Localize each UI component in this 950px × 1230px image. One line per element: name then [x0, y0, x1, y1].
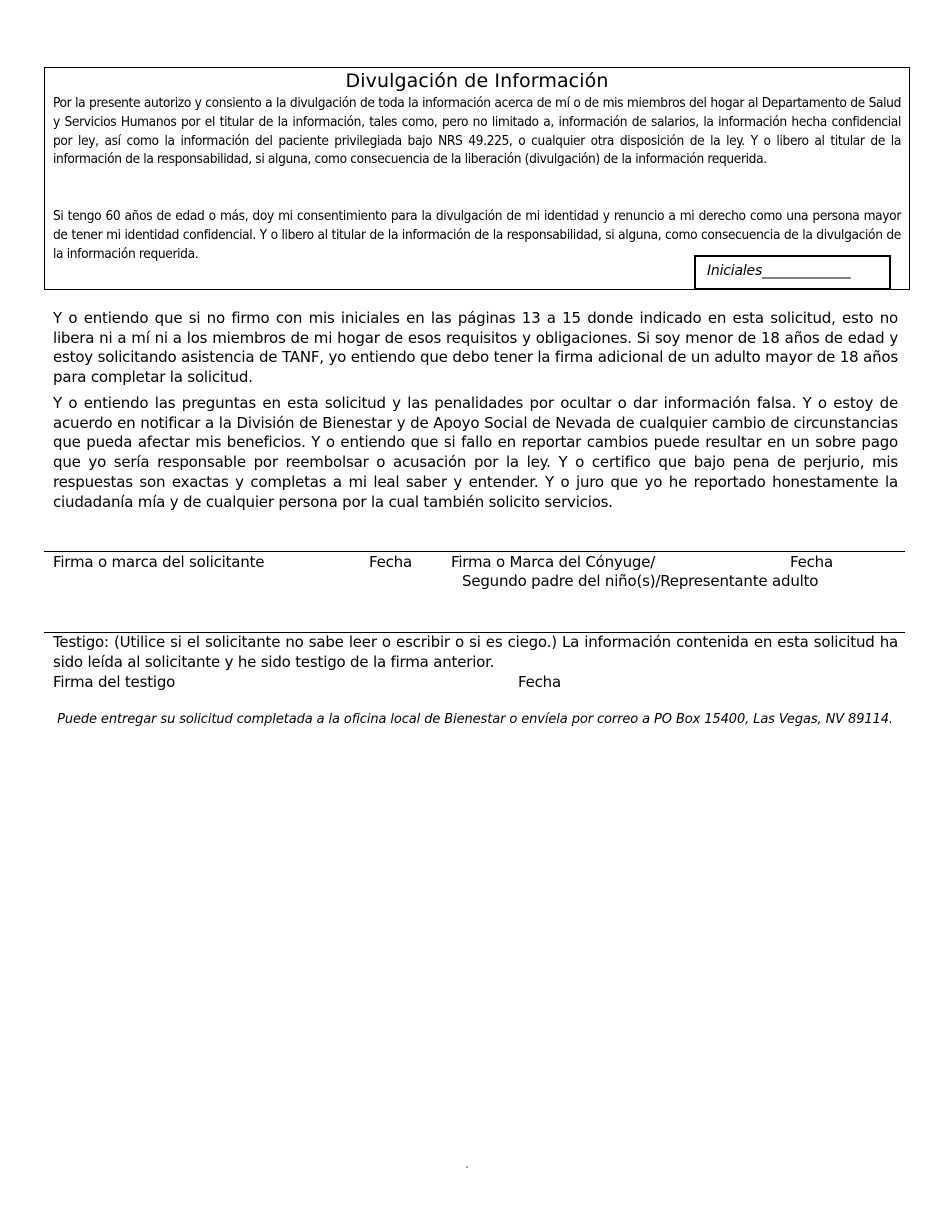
- applicant-date-label: Fecha: [369, 553, 412, 571]
- initials-obligation-paragraph: Y o entiendo que si no firmo con mis iniciales en las páginas 13 a 15 donde indicado en esta solicitud, esto no libera ni a mí ni a los miembros de mi hogar de esos requisitos y obligaciones. Si soy menor de 18 años de edad y estoy solicitando asistencia de TANF, yo entiendo que debo tener la firma adicional de un adulto mayor de 18 años para completar la solicitud.: [53, 309, 898, 387]
- spouse-date-label: Fecha: [790, 553, 833, 571]
- page-mark: [466, 1166, 468, 1168]
- initials-field[interactable]: [694, 255, 891, 290]
- witness-note: Testigo: (Utilice si el solicitante no sabe leer o escribir o si es ciego.) La información contenida en esta solicitud ha sido leída al solicitante y he sido testigo de la firma anterior.: [53, 633, 898, 671]
- witness-signature-label: Firma del testigo: [53, 673, 176, 691]
- release-paragraph-over-60: Si tengo 60 años de edad o más, doy mi consentimiento para la divulgación de mi identidad y renuncio a mi derecho como una persona mayor de tener mi identidad confidencial. Y o libero al titular de la información de la responsabilidad, si alguna, como consecuencia de la divulgación de la información requerida.: [53, 208, 901, 262]
- spouse-signature-sublabel: Segundo padre del niño(s)/Representante adulto: [462, 572, 819, 590]
- applicant-signature-label: Firma o marca del solicitante: [53, 553, 265, 571]
- release-paragraph-consent: Por la presente autorizo y consiento a la divulgación de toda la información acerca de mí o de mis miembros del hogar al Departamento de Salud y Servicios Humanos por el titular de la información, tales como, pero no limitado a, información de salarios, la información hecha confidencial por ley, así como la información del paciente privilegiada bajo NRS 49.225, o cualquier otra disposición de la ley. Y o libero al titular de la información de la responsabilidad, si alguna, como consecuencia de la liberación (divulgación) de la información requerida.: [53, 95, 901, 168]
- witness-date-label: Fecha: [518, 673, 561, 691]
- spouse-signature-label: Firma o Marca del Cónyuge/: [451, 553, 656, 571]
- submission-instructions: Puede entregar su solicitud completada a la oficina local de Bienestar o envíela por correo a PO Box 15400, Las Vegas, NV 89114.: [57, 712, 893, 727]
- penalties-certification-paragraph: Y o entiendo las preguntas en esta solicitud y las penalidades por ocultar o dar información falsa. Y o estoy de acuerdo en notificar a la División de Bienestar y de Apoyo Social de Nevada de cualquier cambio de circunstancias que pueda afectar mis beneficios. Y o entiendo que si fallo en reportar cambios puede resultar en un sobre pago que yo sería responsable por reembolsar o acusación por la ley. Y o certifico que bajo pena de perjurio, mis respuestas son exactas y completas a mi leal saber y entender. Y o juro que yo he reportado honestamente la ciudadanía mía y de cualquier persona por la cual también solicito servicios.: [53, 394, 898, 511]
- applicant-signature-line[interactable]: [44, 551, 905, 552]
- initials-label: Iniciales_____________: [707, 263, 851, 279]
- release-of-information-box: [44, 67, 910, 290]
- release-title: Divulgación de Información: [345, 70, 609, 92]
